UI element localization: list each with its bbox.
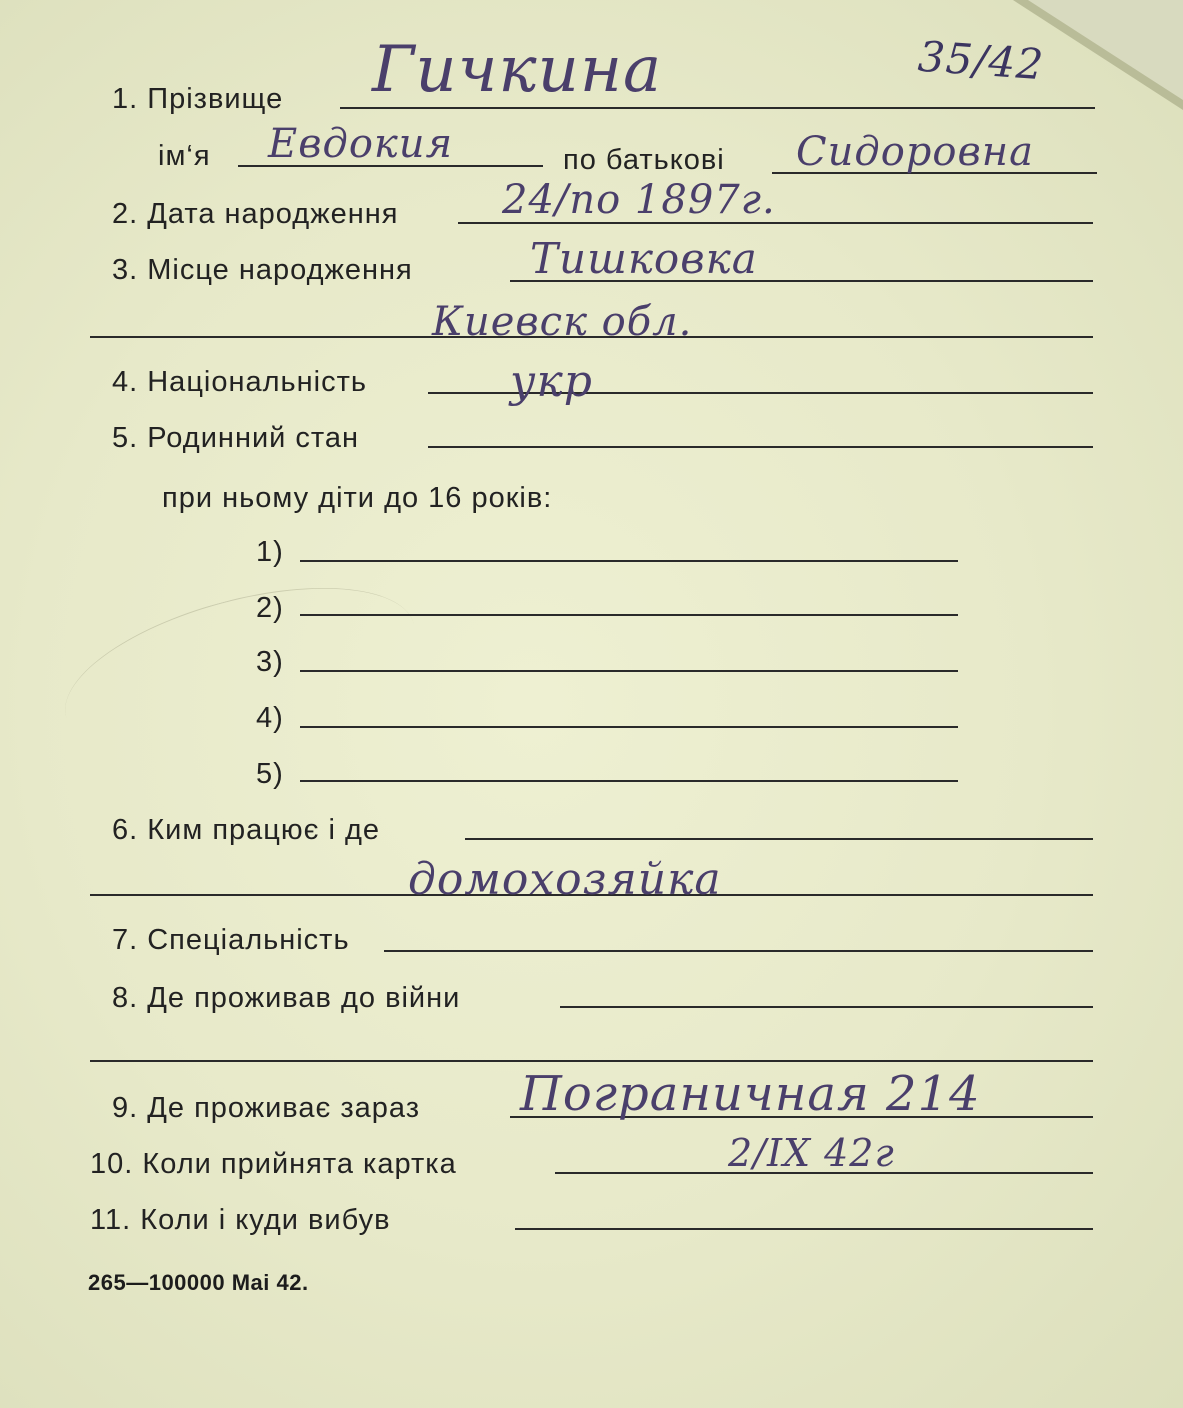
line-child-2	[300, 614, 958, 616]
label-current-residence: 9. Де проживає зараз	[112, 1092, 421, 1124]
label-children: при ньому діти до 16 років:	[162, 482, 553, 514]
hw-birth-date: 24/по 1897г.	[502, 177, 776, 223]
label-occupation: 6. Ким працює і де	[112, 814, 381, 846]
hw-birth-place-2: Киевск обл.	[432, 299, 693, 345]
label-child-4: 4)	[256, 702, 284, 734]
line-child-3	[300, 670, 958, 672]
line-prewar-residence-2	[90, 1060, 1093, 1062]
hw-birth-place-1: Тишковка	[530, 234, 758, 283]
label-child-1: 1)	[256, 536, 284, 568]
folded-corner-highlight	[1028, 0, 1183, 100]
hw-current-residence: Пограничная 214	[520, 1066, 981, 1122]
hw-occupation: домохозяйка	[408, 854, 722, 905]
line-child-5	[300, 780, 958, 782]
line-family-status	[428, 446, 1093, 448]
label-child-2: 2)	[256, 592, 284, 624]
archive-number: 35/42	[916, 31, 1046, 90]
label-card-date: 10. Коли прийнята картка	[90, 1148, 457, 1180]
label-nationality: 4. Національність	[112, 366, 368, 398]
label-birth-date: 2. Дата народження	[112, 198, 399, 230]
hw-card-date: 2/IX 42г	[728, 1131, 895, 1175]
label-first-name: ім‘я	[158, 140, 211, 172]
line-child-1	[300, 560, 958, 562]
label-birth-place: 3. Місце народження	[112, 254, 413, 286]
print-mark: 265—100000 Mai 42.	[88, 1270, 309, 1295]
label-departure: 11. Коли і куди вибув	[90, 1204, 391, 1236]
label-surname: 1. Прізвище	[112, 83, 284, 115]
line-occupation	[465, 838, 1093, 840]
label-speciality: 7. Спеціальність	[112, 924, 350, 956]
line-child-4	[300, 726, 958, 728]
line-surname	[340, 107, 1095, 109]
line-speciality	[384, 950, 1093, 952]
hw-patronymic: Сидоровна	[796, 129, 1034, 175]
label-family-status: 5. Родинний стан	[112, 422, 360, 454]
hw-nationality: укр	[510, 356, 593, 407]
hw-surname: Гичкина	[372, 33, 663, 107]
label-child-3: 3)	[256, 646, 284, 678]
label-prewar-residence: 8. Де проживав до війни	[112, 982, 461, 1014]
line-departure	[515, 1228, 1093, 1230]
hw-first-name: Евдокия	[268, 121, 454, 167]
line-prewar-residence	[560, 1006, 1093, 1008]
label-child-5: 5)	[256, 758, 284, 790]
label-patronymic: по батькові	[563, 144, 725, 176]
